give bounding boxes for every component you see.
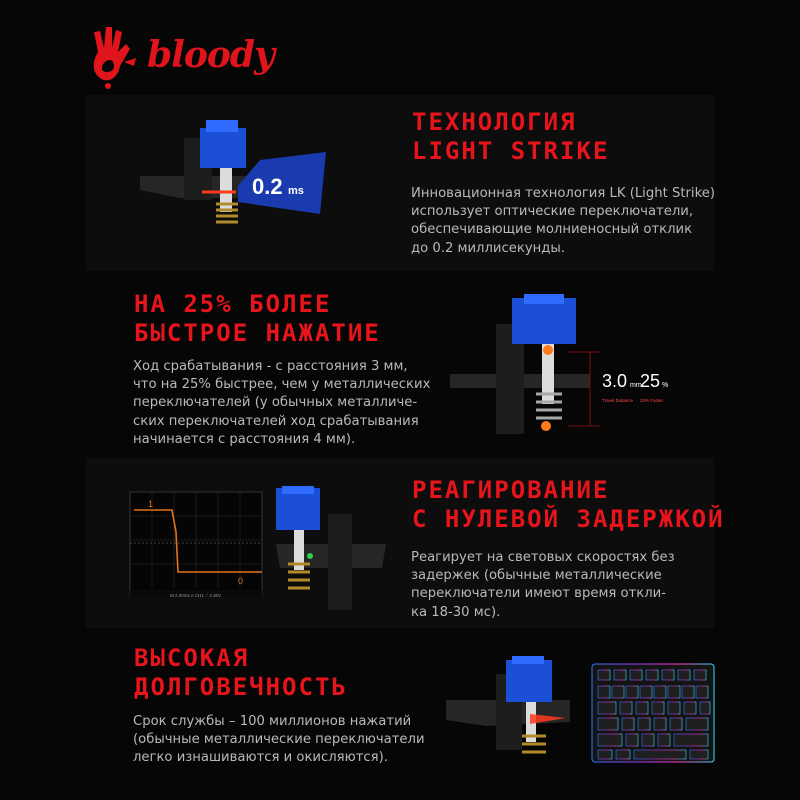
bloody-hand-icon — [84, 22, 148, 92]
section-title-zero-delay: РЕАГИРОВАНИЕ С НУЛЕВОЙ ЗАДЕРЖКОЙ — [412, 476, 725, 533]
signal-low-label: 0 — [238, 576, 244, 586]
brand-wordmark: bloody — [147, 34, 274, 76]
signal-high-label: 1 — [148, 499, 154, 509]
latency-unit: ms — [288, 185, 304, 197]
latency-value: 0.2 — [252, 174, 283, 199]
travel-distance-unit: mm — [630, 382, 642, 389]
section-body-light-strike: Инновационная технология LK (Light Strike) использует оптические переключатели, обеспечивающие молниеносный отклик до 0.2 миллисекунды. — [411, 186, 715, 256]
oscilloscope-graph — [130, 492, 270, 604]
oscilloscope-status: M 2.00ms A CH1 ⟋ 2.30V — [170, 593, 222, 598]
section-body-faster: Ход срабатывания - с расстояния 3 мм, что на 25% быстрее, чем у металлических переключателей (у обычных металличе- ских переключателей ход срабатывания начинается с расстояния 4 мм). — [133, 359, 431, 447]
section-title-durability: ВЫСОКАЯ ДОЛГОВЕЧНОСТЬ — [134, 644, 348, 701]
section-title-light-strike: ТЕХНОЛОГИЯ LIGHT STRIKE — [412, 108, 610, 165]
section-body-durability: Срок службы – 100 миллионов нажатий (обычные металлические переключатели легко изнашиваются и окисляются). — [133, 714, 425, 766]
faster-percent-unit: % — [662, 382, 669, 389]
section-title-faster: НА 25% БОЛЕЕ БЫСТРОЕ НАЖАТИЕ — [134, 290, 381, 347]
switch-illustration-4 — [446, 656, 586, 766]
faster-percent-caption: 25% Faster — [640, 398, 664, 403]
switch-illustration-3 — [266, 486, 396, 606]
faster-percent-value: 25 — [640, 371, 661, 391]
brand-logo — [84, 22, 274, 92]
section-body-zero-delay: Реагирует на световых скоростях без задержек (обычные металлические переключатели имеют время откли- ка 18-30 мс). — [411, 550, 675, 620]
switch-illustration-1 — [140, 120, 340, 240]
travel-distance-value: 3.0 — [602, 371, 628, 391]
travel-distance-caption: Travel Distance — [602, 398, 634, 403]
rgb-keyboard-photo — [592, 664, 716, 764]
switch-illustration-2 — [450, 294, 670, 444]
